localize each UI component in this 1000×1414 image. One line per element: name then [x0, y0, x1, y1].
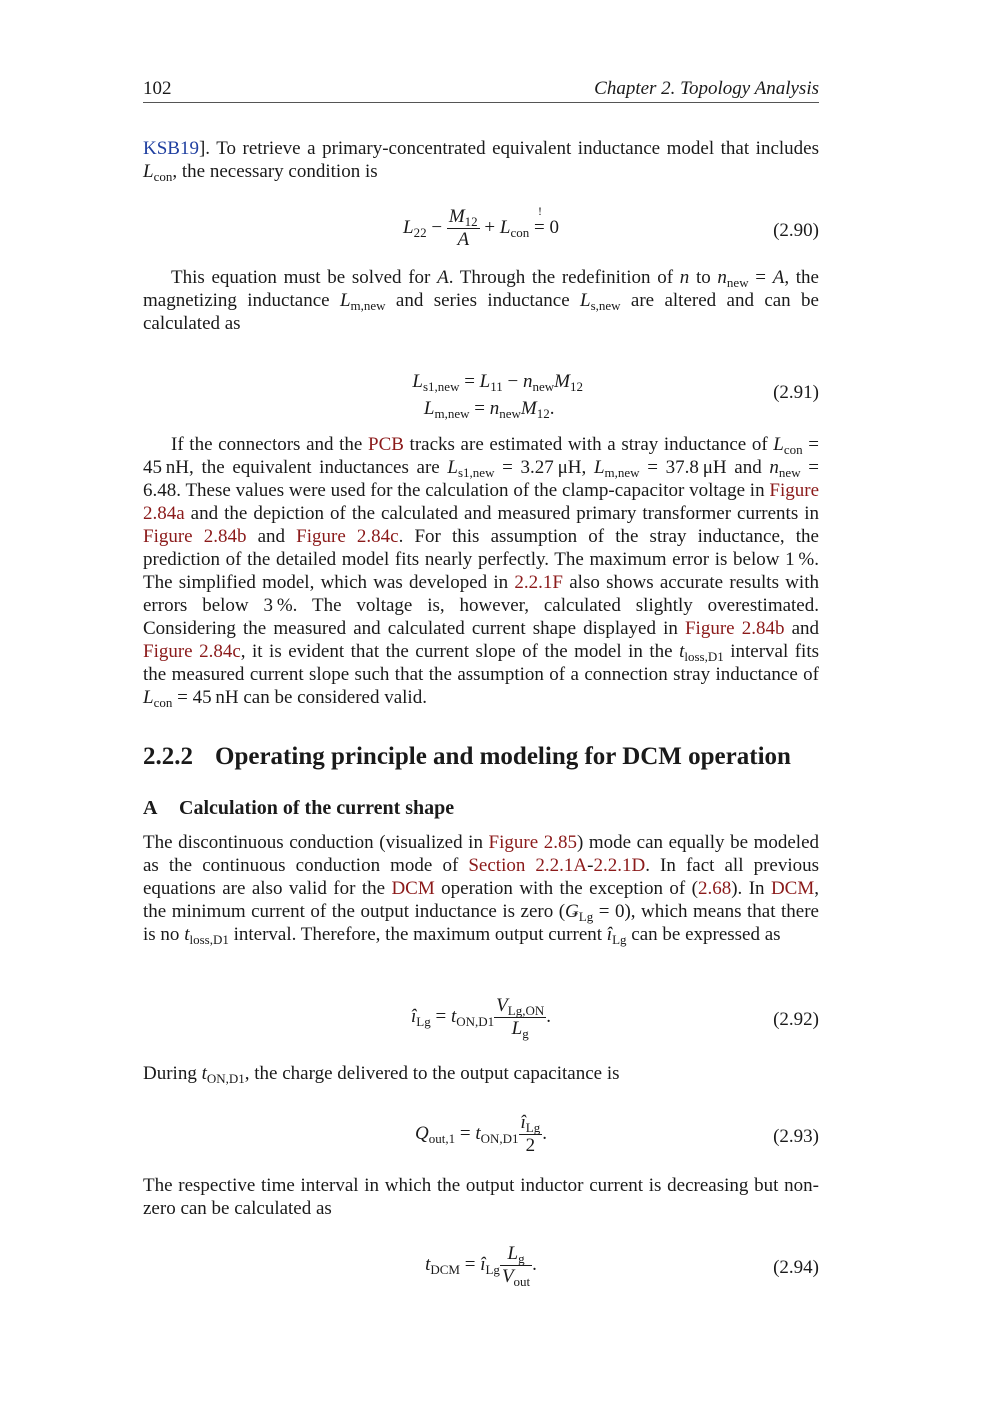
link-figure-2-85[interactable]: Figure 2.85	[488, 832, 577, 853]
link-figure-2-84b[interactable]: Figure 2.84b	[143, 526, 247, 547]
equation-2-94: $t_{DCM}$ = $î_{Lg}$ $\frac{L_g}{V_{out}}$ . (2.94)	[425, 1243, 819, 1289]
equation-tag: (2.91)	[773, 382, 819, 403]
paragraph-charge: During $t_{ON,D1}$, the charge delivered to the output capacitance is	[143, 1063, 620, 1086]
chapter-title: Chapter 2. Topology Analysis	[594, 78, 819, 99]
subsection-title: Calculation of the current shape	[179, 797, 455, 819]
link-figure-2-84b[interactable]: Figure 2.84b	[684, 618, 785, 639]
equation-tag: (2.94)	[773, 1257, 819, 1278]
link-dcm[interactable]: DCM	[391, 878, 435, 899]
equation-tag: (2.93)	[773, 1126, 819, 1147]
equation-2-90: $L_{22}$ − $\frac{M_{12}}{A}$ + $L_{con}$ = ! 0 (2.90)	[403, 203, 819, 250]
paragraph-stray-inductance: If the connectors and the PCB tracks are estimated with a stray inductance of $L_{con} = 45$ nH, the equivalent inductances are $L_{s1,new} = 3.27$ μH, $L_{m,new} = 37.8$ μH and $n_{new} = 6.48$. These values were used for the calculation of the clamp-capacitor voltage in Figure 2.84a and the depiction of the calculated and measured primary transformer currents in Figure 2.84b and Figure 2.84c. For this assumption of the stray inductance, the prediction of the detailed model fits nearly perfectly. The maximum error is below 1 %. The simplified model, which was developed in 2.2.1F also shows accurate results with errors below 3 %. The voltage is, however, calculated slightly overestimated. Considering the measured and calculated current shape displayed in Figure 2.84b and Figure 2.84c, it is evident that the current slope of the model in the $t_{loss,D1}$ interval fits the measured current slope such that the assumption of a connection stray inductance of $L_{con} = 45$ nH can be considered valid.	[143, 434, 819, 710]
citation-ksb19[interactable]: KSB19	[143, 138, 199, 159]
link-figure-2-84c[interactable]: Figure 2.84c	[143, 641, 241, 662]
section-number: 2.2.2	[143, 743, 193, 770]
subsection-number: A	[143, 797, 158, 819]
subsection-heading	[143, 797, 819, 820]
equation-tag: (2.90)	[773, 220, 819, 241]
link-section-2-2-1d[interactable]: 2.2.1D	[593, 855, 646, 876]
link-figure-2-84c[interactable]: Figure 2.84c	[296, 526, 399, 547]
link-equation-2-68[interactable]: 2.68	[697, 878, 732, 899]
paragraph-time-interval: The respective time interval in which the output inductor current is decreasing but non-zero can be calculated as	[143, 1175, 819, 1219]
running-header	[143, 78, 819, 103]
page-number: 102	[143, 78, 172, 99]
equation-2-92: $î_{Lg} = t_{ON,D1}$ $\frac{V_{Lg,ON}}{L_g}$ . (2.92)	[411, 995, 819, 1041]
section-title: Operating principle and modeling for DCM operation	[215, 743, 791, 770]
link-dcm[interactable]: DCM	[770, 878, 815, 899]
link-section-2-2-1a[interactable]: Section 2.2.1A	[468, 855, 588, 876]
equation-2-91: $L_{s1,new} = L_{11} - n_{new}M_{12}$ $L_{m,new} = n_{new}M_{12}$. (2.91)	[412, 371, 819, 421]
paragraph-intro: KSB19]. To retrieve a primary-concentrated equivalent inductance model that includes $L_{con}$, the necessary condition is	[143, 138, 819, 184]
equation-2-93: $Q_{out,1} = t_{ON,D1}$ $\frac{î_{Lg}}{2}$ . (2.93)	[414, 1112, 819, 1156]
paragraph-dcm: The discontinuous conduction (visualized in Figure 2.85) mode can equally be modeled as the continuous conduction mode of Section 2.2.1A-2.2.1D. In fact all previous equations are also valid for the DCM operation with the exception of (2.68). In DCM, the minimum current of the output inductance is zero $(Ǥ_{Lg} = 0)$, which means that there is no $t_{loss,D1}$ interval. Therefore, the maximum output current $î_{Lg}$ can be expressed as	[143, 832, 820, 947]
paragraph-redefinition: This equation must be solved for A. Through the redefinition of n to $n_{new} = A$, the magnetizing inductance $L_{m,new}$ and series inductance $L_{s,new}$ are altered and can be calculated as	[143, 267, 819, 334]
link-section-2-2-1f[interactable]: 2.2.1F	[514, 572, 563, 593]
equation-tag: (2.92)	[773, 1009, 819, 1030]
link-pcb[interactable]: PCB	[368, 434, 404, 455]
section-heading	[143, 743, 819, 771]
link-figure-2-84a[interactable]: Figure 2.84a	[143, 480, 819, 524]
